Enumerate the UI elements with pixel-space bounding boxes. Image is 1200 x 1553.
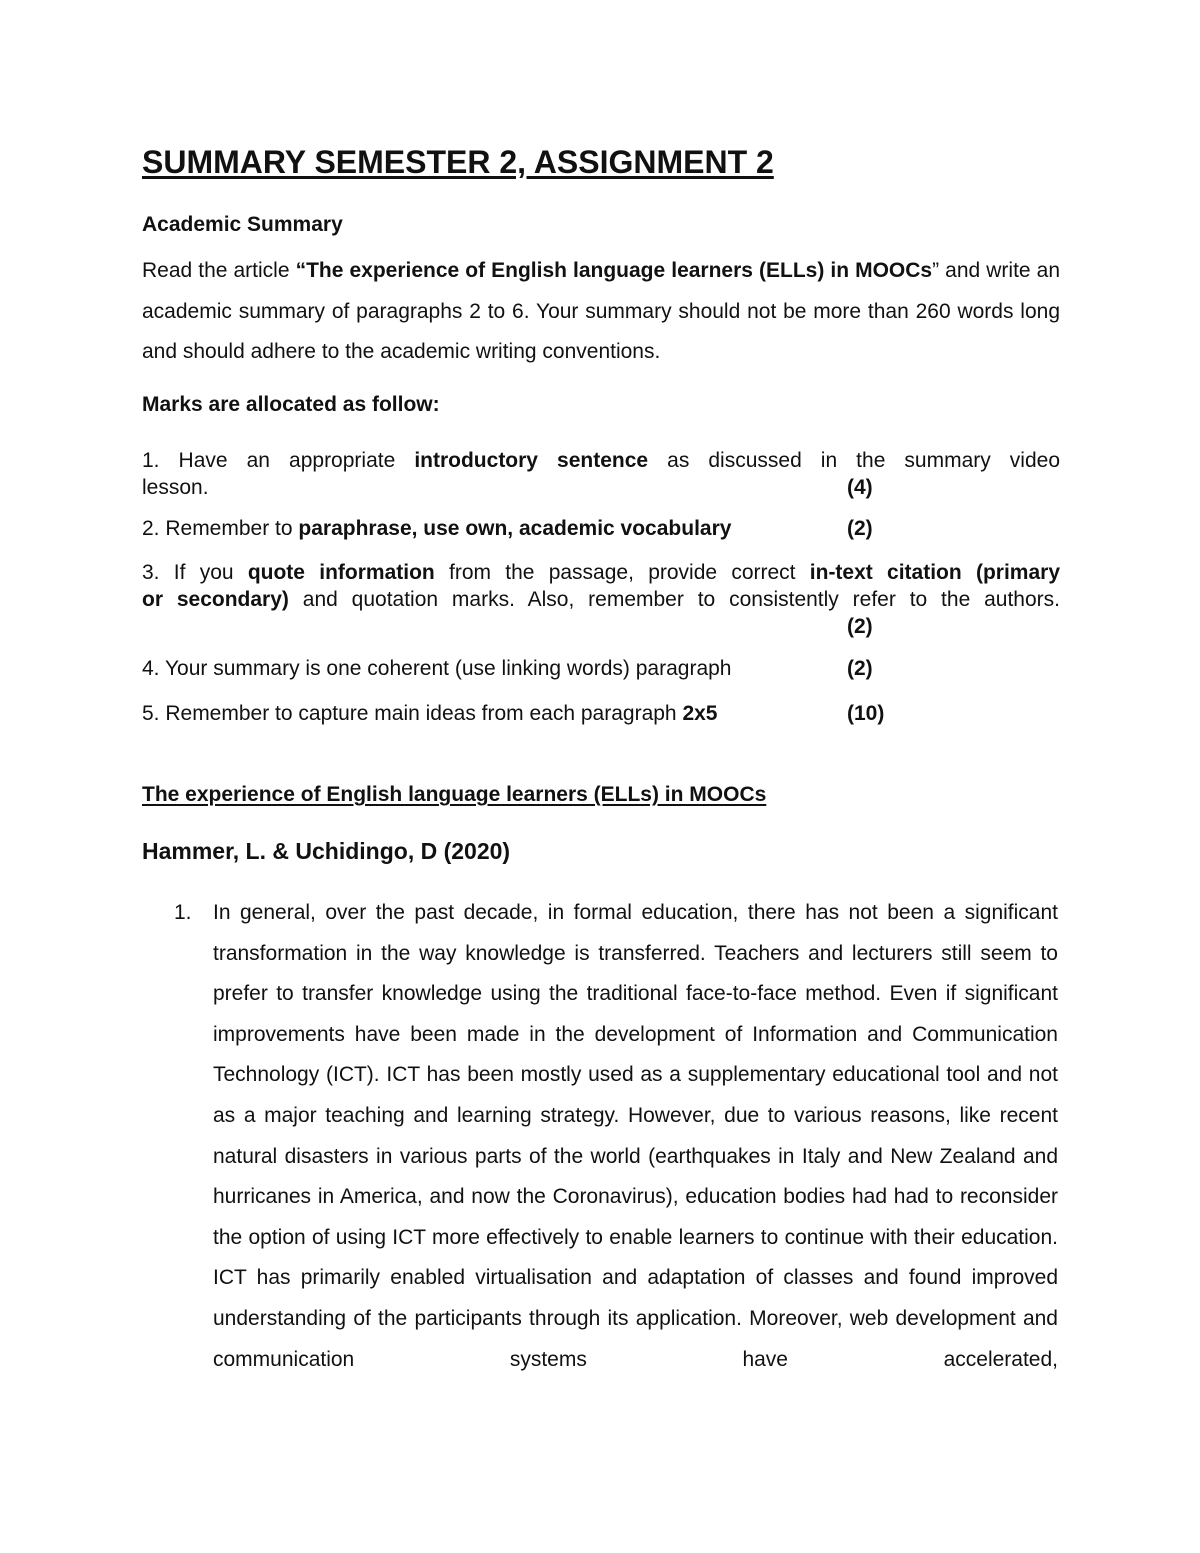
document-title: SUMMARY SEMESTER 2, ASSIGNMENT 2 [142, 144, 774, 180]
criterion-1-text: 1. Have an appropriate [142, 449, 415, 472]
criterion-2-line-1 [142, 515, 1060, 542]
criterion-5 [142, 700, 1060, 727]
article-paragraph-1: In general, over the past decade, in formal education, there has not been a significant transformation in the way knowledge is transferred. Teachers and lecturers still seem to prefer to transfer knowledge using the traditional face-to-face method. Even if significant improvements have been made in the development of Information and Communication Technology (ICT). ICT has been mostly used as a supplementary educational tool and not as a major teaching and learning strategy. However, due to various reasons, like recent natural disasters in various parts of the world (earthquakes in Italy and New Zealand and hurricanes in America, and now the Coronavirus), education bodies had had to reconsider the option of using ICT more effectively to enable learners to continue with their education. ICT has primarily enabled virtualisation and adaptation of classes and found improved understanding of the participants through its application. Moreover, web development and communication systems have accelerated, [213, 901, 1058, 1371]
paragraph-number: 1. [174, 901, 192, 924]
article-authors: Hammer, L. & Uchidingo, D (2020) [142, 838, 511, 864]
criterion-3-emphasis: quote information [247, 561, 435, 584]
criterion-3-text-end: and quotation marks. Also, remember to consistently refer to the authors. [288, 588, 1060, 611]
criterion-5-mark: (10) [847, 702, 885, 725]
instructions-paragraph [142, 251, 1060, 373]
criterion-3-line-1 [142, 559, 1060, 586]
criterion-1 [142, 447, 1060, 501]
criterion-2 [142, 515, 1060, 542]
criterion-1-text-cont: as discussed in the summary video [648, 449, 1061, 472]
instructions-prefix: Read the article [142, 259, 296, 282]
criterion-3-mark: (2) [847, 615, 873, 638]
criterion-3 [142, 559, 1060, 640]
criterion-1-emphasis: introductory sentence [414, 449, 649, 472]
section-heading: Academic Summary [142, 213, 343, 236]
instructions-article-name: The experience of English language learners (ELLs) in MOOCs [306, 259, 933, 282]
criterion-2-emphasis: paraphrase, use own, academic vocabulary [298, 517, 732, 540]
criterion-5-line-1 [142, 700, 1060, 727]
criterion-1-line-2 [142, 474, 1060, 501]
close-quote: ” [932, 259, 940, 282]
criterion-3-emphasis-3: or secondary) [142, 588, 289, 611]
criterion-4 [142, 655, 1060, 682]
criterion-4-mark: (2) [847, 657, 873, 680]
criterion-4-line-1 [142, 655, 1060, 682]
criterion-5-emphasis: 2x5 [682, 702, 718, 725]
criterion-5-text: 5. Remember to capture main ideas from each paragraph [142, 702, 683, 725]
marks-heading: Marks are allocated as follow: [142, 393, 440, 416]
criterion-3-line-2 [142, 586, 1060, 613]
criterion-3-text-cont: from the passage, provide correct [434, 561, 810, 584]
instructions-suffix: and write an academic summary of paragraphs 2 to 6. Your summary should not be more than 260 words long and should adhere to the academic writing conventions. [142, 259, 1061, 363]
criterion-2-text: 2. Remember to [142, 517, 299, 540]
criterion-1-mark: (4) [847, 476, 873, 499]
criterion-3-text: 3. If you [142, 561, 248, 584]
criterion-1-line-1 [142, 447, 1060, 474]
criterion-3-emphasis-2: in-text citation (primary [809, 561, 1060, 584]
criterion-2-mark: (2) [847, 517, 873, 540]
criterion-1-text-end: lesson. [142, 476, 209, 499]
open-quote: “ [295, 259, 307, 282]
criterion-4-text: 4. Your summary is one coherent (use linking words) paragraph [142, 657, 732, 680]
article-title: The experience of English language learners (ELLs) in MOOCs [142, 783, 767, 806]
criterion-3-line-3 [142, 613, 1060, 640]
